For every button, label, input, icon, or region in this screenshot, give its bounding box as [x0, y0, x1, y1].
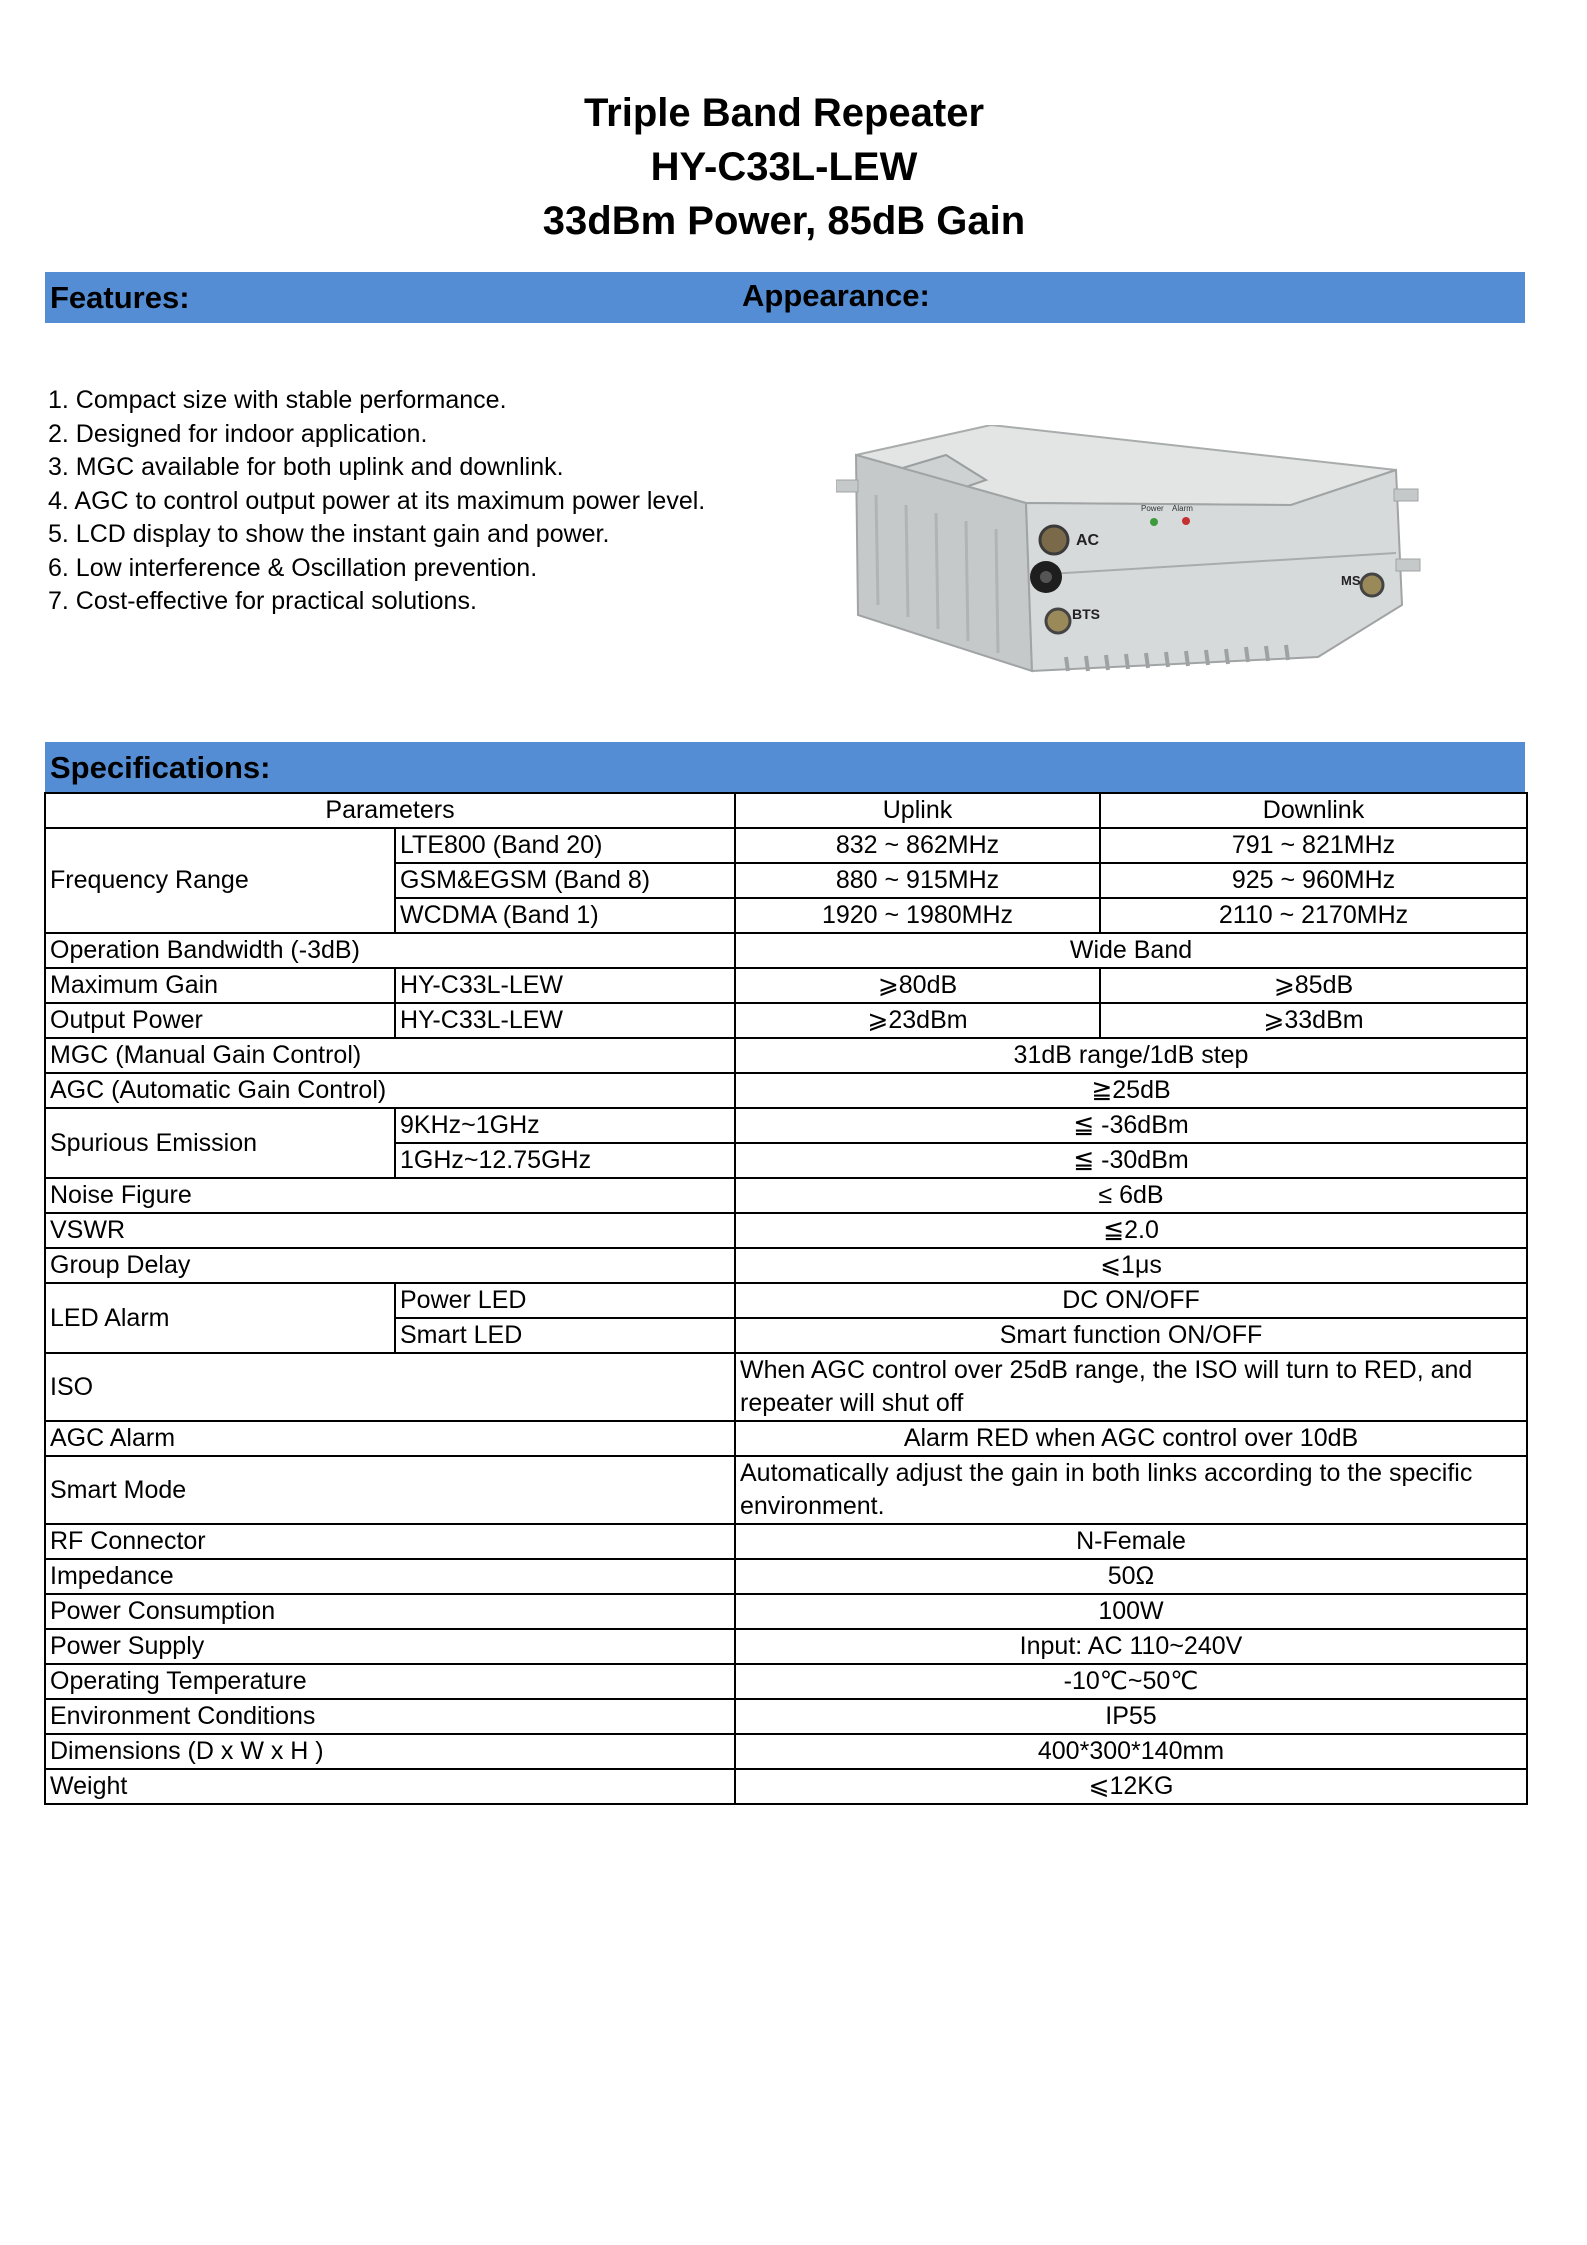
repeater-photo — [836, 425, 1426, 695]
param-label: Impedance — [45, 1559, 735, 1594]
param-value: ⩽1μs — [735, 1248, 1527, 1283]
param-label: ISO — [45, 1353, 735, 1421]
alarm-led-label: Alarm — [1172, 504, 1193, 513]
param-label: Dimensions (D x W x H ) — [45, 1734, 735, 1769]
param-label: Environment Conditions — [45, 1699, 735, 1734]
model-label: HY-C33L-LEW — [395, 1003, 735, 1038]
specifications-table — [44, 792, 1528, 1805]
led-name: Smart LED — [395, 1318, 735, 1353]
title-block — [0, 86, 1568, 248]
param-value: 100W — [735, 1594, 1527, 1629]
band-label: WCDMA (Band 1) — [395, 898, 735, 933]
param-label: Power Consumption — [45, 1594, 735, 1629]
param-value: Input: AC 110~240V — [735, 1629, 1527, 1664]
param-label: Operation Bandwidth (-3dB) — [45, 933, 735, 968]
param-label: MGC (Manual Gain Control) — [45, 1038, 735, 1073]
features-header-bar — [45, 272, 1525, 323]
features-list — [48, 384, 708, 619]
product-model: HY-C33L-LEW — [650, 145, 918, 189]
table-row — [45, 1769, 1527, 1804]
param-value: ≧25dB — [735, 1073, 1527, 1108]
param-label: Power Supply — [45, 1629, 735, 1664]
table-row — [45, 1353, 1527, 1421]
led-name: Power LED — [395, 1283, 735, 1318]
table-row — [45, 1664, 1527, 1699]
param-label: Group Delay — [45, 1248, 735, 1283]
power-led-label: Power — [1141, 504, 1164, 513]
uplink-value: ⩾23dBm — [735, 1003, 1100, 1038]
specifications-heading: Specifications: — [50, 750, 271, 785]
product-category: Triple Band Repeater — [583, 91, 985, 135]
table-row — [45, 1594, 1527, 1629]
param-value: Wide Band — [735, 933, 1527, 968]
feature-item: 2. Designed for indoor application. — [48, 419, 428, 448]
table-row — [45, 1524, 1527, 1559]
param-value: Automatically adjust the gain in both links according to the specific environment. — [735, 1456, 1527, 1524]
param-label: VSWR — [45, 1213, 735, 1248]
param-value: Smart function ON/OFF — [735, 1318, 1527, 1353]
band-label: LTE800 (Band 20) — [395, 828, 735, 863]
feature-item: 1. Compact size with stable performance. — [48, 386, 507, 414]
table-row — [45, 1421, 1527, 1456]
uplink-value: 832 ~ 862MHz — [735, 828, 1100, 863]
param-label: Operating Temperature — [45, 1664, 735, 1699]
specifications-header-bar — [45, 742, 1525, 792]
downlink-value: 791 ~ 821MHz — [1100, 828, 1527, 863]
uplink-value: ⩾80dB — [735, 968, 1100, 1003]
table-row — [45, 1248, 1527, 1283]
param-value: IP55 — [735, 1699, 1527, 1734]
table-row — [45, 1213, 1527, 1248]
product-headline: 33dBm Power, 85dB Gain — [542, 199, 1026, 243]
param-label: Output Power — [45, 1003, 395, 1038]
range-label: 1GHz~12.75GHz — [395, 1143, 735, 1178]
feature-item: 3. MGC available for both uplink and downlink. — [48, 453, 564, 481]
param-label: Spurious Emission — [45, 1108, 395, 1178]
param-value: 50Ω — [735, 1559, 1527, 1594]
table-row — [45, 1456, 1527, 1524]
uplink-value: 1920 ~ 1980MHz — [735, 898, 1100, 933]
param-value: 31dB range/1dB step — [735, 1038, 1527, 1073]
header-uplink: Uplink — [735, 793, 1100, 828]
param-label: Maximum Gain — [45, 968, 395, 1003]
param-label: AGC (Automatic Gain Control) — [45, 1073, 735, 1108]
param-value: ≤ 6dB — [735, 1178, 1527, 1213]
power-led-icon — [1150, 518, 1158, 526]
downlink-value: ⩾85dB — [1100, 968, 1527, 1003]
model-label: HY-C33L-LEW — [395, 968, 735, 1003]
range-label: 9KHz~1GHz — [395, 1108, 735, 1143]
table-row — [45, 933, 1527, 968]
table-row — [45, 1038, 1527, 1073]
param-label: Noise Figure — [45, 1178, 735, 1213]
feature-item: 6. Low interference & Oscillation prevention. — [48, 553, 538, 582]
param-value: Alarm RED when AGC control over 10dB — [735, 1421, 1527, 1456]
ms-label: MS — [1341, 573, 1361, 588]
header-downlink: Downlink — [1100, 793, 1527, 828]
appearance-heading: Appearance: — [742, 278, 930, 313]
param-value: When AGC control over 25dB range, the ISO will turn to RED, and repeater will shut off — [735, 1353, 1527, 1421]
param-value: ≦ -36dBm — [735, 1108, 1527, 1143]
table-header-row — [45, 793, 1527, 828]
table-row — [45, 968, 1527, 1003]
downlink-value: ⩾33dBm — [1100, 1003, 1527, 1038]
param-label: RF Connector — [45, 1524, 735, 1559]
param-value: ⩽12KG — [735, 1769, 1527, 1804]
param-label: Smart Mode — [45, 1456, 735, 1524]
ac-connector-icon — [1040, 526, 1068, 554]
param-label: Frequency Range — [45, 828, 395, 933]
table-row — [45, 828, 1527, 863]
uplink-value: 880 ~ 915MHz — [735, 863, 1100, 898]
bts-connector-icon — [1046, 609, 1070, 633]
param-label: Weight — [45, 1769, 735, 1804]
ms-connector-icon — [1361, 574, 1383, 596]
downlink-value: 2110 ~ 2170MHz — [1100, 898, 1527, 933]
feature-item: 5. LCD display to show the instant gain and power. — [48, 520, 610, 548]
table-row — [45, 1283, 1527, 1318]
table-row — [45, 1629, 1527, 1664]
table-row — [45, 1559, 1527, 1594]
param-label: AGC Alarm — [45, 1421, 735, 1456]
table-row — [45, 1073, 1527, 1108]
param-value: DC ON/OFF — [735, 1283, 1527, 1318]
alarm-led-icon — [1182, 517, 1190, 525]
downlink-value: 925 ~ 960MHz — [1100, 863, 1527, 898]
features-heading: Features: — [50, 280, 190, 315]
table-row — [45, 1178, 1527, 1213]
header-parameters: Parameters — [45, 793, 735, 828]
ac-label: AC — [1076, 532, 1100, 549]
table-row — [45, 1734, 1527, 1769]
param-label: LED Alarm — [45, 1283, 395, 1353]
band-label: GSM&EGSM (Band 8) — [395, 863, 735, 898]
param-value: 400*300*140mm — [735, 1734, 1527, 1769]
param-value: ≦2.0 — [735, 1213, 1527, 1248]
feature-item: 7. Cost-effective for practical solutions. — [48, 587, 477, 615]
param-value: -10℃~50℃ — [735, 1664, 1527, 1699]
param-value: N-Female — [735, 1524, 1527, 1559]
table-row — [45, 1003, 1527, 1038]
table-row — [45, 1108, 1527, 1143]
table-row — [45, 1699, 1527, 1734]
feature-item: 4. AGC to control output power at its maximum power level. — [48, 486, 706, 515]
bts-label: BTS — [1072, 606, 1100, 622]
param-value: ≦ -30dBm — [735, 1143, 1527, 1178]
